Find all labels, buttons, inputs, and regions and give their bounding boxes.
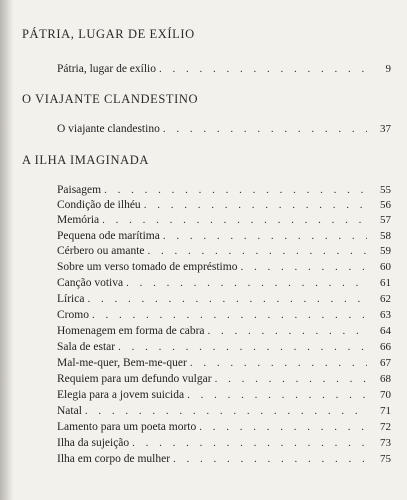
page-number: 58 [380,230,391,242]
entry-title: Requiem para um defundo vulgar [57,373,212,385]
dot-leader [163,122,367,136]
dot-leader [163,229,367,243]
page-number: 71 [380,405,391,417]
entry-title: Canção votiva [57,277,124,289]
toc-entry[interactable] [57,436,391,450]
entry-title: Lírica [57,293,85,305]
dot-leader [144,198,367,212]
page-number: 63 [380,309,391,321]
entry-title: Paisagem [57,184,102,196]
toc-entry[interactable] [57,198,391,212]
entry-title: Lamento para um poeta morto [57,421,197,433]
dot-leader [173,452,367,466]
dot-leader [132,436,367,450]
page-number: 59 [380,245,391,257]
dot-leader [215,372,367,386]
page-number: 64 [380,325,391,337]
dot-leader [104,183,367,197]
page-number: 62 [380,293,391,305]
toc-entry[interactable] [57,260,391,274]
dot-leader [208,324,367,338]
section-title: O VIAJANTE CLANDESTINO [22,92,199,106]
entry-title: Ilha da sujeição [57,437,130,449]
page-number: 56 [380,199,391,211]
page-number: 37 [380,123,391,135]
entry-title: Ilha em corpo de mulher [57,453,171,465]
toc-entry[interactable] [57,404,391,418]
section-title: PÁTRIA, LUGAR DE EXÍLIO [22,27,195,41]
toc-entry[interactable] [57,324,391,338]
entry-title: O viajante clandestino [57,123,160,135]
dot-leader [190,356,367,370]
toc-entry[interactable] [57,229,391,243]
entry-title: Elegia para a jovem suicida [57,389,185,401]
dot-leader [118,340,367,354]
toc-entry[interactable] [57,276,391,290]
toc-entry[interactable] [57,183,391,197]
page-number: 72 [380,421,391,433]
dot-leader [126,276,367,290]
page-number: 68 [380,373,391,385]
entry-title: Homenagem em forma de cabra [57,325,205,337]
entry-title: Pátria, lugar de exílio [57,63,156,75]
entry-title: Cromo [57,309,89,321]
entry-title: Condição de ilhéu [57,199,141,211]
entry-title: Natal [57,405,82,417]
page-number: 61 [380,277,391,289]
page-number: 57 [380,214,391,226]
toc-entry[interactable] [57,372,391,386]
toc-entry[interactable] [57,213,391,227]
toc-entry[interactable] [57,356,391,370]
dot-leader [85,404,367,418]
page-number: 73 [380,437,391,449]
toc-entry[interactable] [57,452,391,466]
entry-title: Sala de estar [57,341,116,353]
page-number: 60 [380,261,391,273]
section-title: A ILHA IMAGINADA [22,153,149,167]
toc-entry[interactable] [57,292,391,306]
page-number: 67 [380,357,391,369]
toc-entry[interactable] [57,122,391,136]
page-number: 75 [380,453,391,465]
entry-title: Memória [57,214,100,226]
page-number: 66 [380,341,391,353]
toc-entry[interactable] [57,420,391,434]
dot-leader [148,244,368,258]
toc-entry[interactable] [57,308,391,322]
dot-leader [87,292,367,306]
toc-entry[interactable] [57,340,391,354]
dot-leader [92,308,367,322]
entry-title: Mal-me-quer, Bem-me-quer [57,357,187,369]
toc-entry[interactable] [57,62,391,76]
page-number: 70 [380,389,391,401]
toc-entry[interactable] [57,388,391,402]
dot-leader [240,260,367,274]
entry-title: Pequena ode marítima [57,230,160,242]
page-number: 55 [380,184,391,196]
dot-leader [159,62,367,76]
page-number: 9 [385,63,391,75]
entry-title: Sobre um verso tomado de empréstimo [57,261,238,273]
entry-title: Cérbero ou amante [57,245,145,257]
toc-entry[interactable] [57,244,391,258]
dot-leader [199,420,367,434]
dot-leader [187,388,367,402]
dot-leader [102,213,367,227]
